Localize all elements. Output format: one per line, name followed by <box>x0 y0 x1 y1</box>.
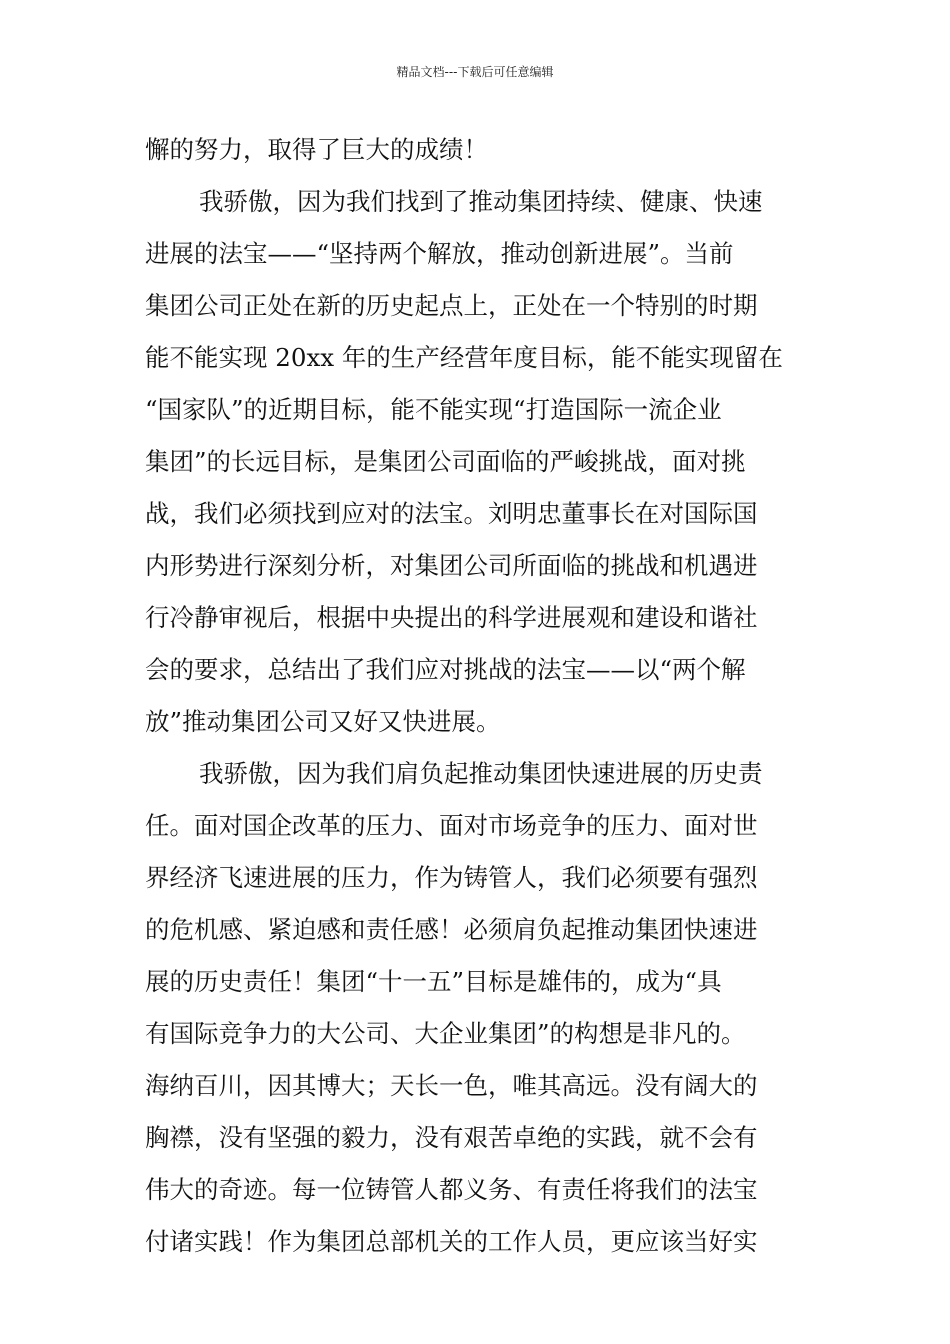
text-line: 我骄傲，因为我们找到了推动集团持续、健康、快速 <box>199 187 763 216</box>
text-line: 界经济飞速进展的压力，作为铸管人，我们必须要有强烈 <box>145 863 758 892</box>
text-line: 行冷静审视后，根据中央提出的科学进展观和建设和谐社 <box>145 603 758 632</box>
text-line: 进展的法宝——“坚持两个解放，推动创新进展”。当前 <box>145 239 734 268</box>
text-line: 任。面对国企改革的压力、面对市场竞争的压力、面对世 <box>145 811 758 840</box>
text-line: 我骄傲，因为我们肩负起推动集团快速进展的历史责 <box>199 759 763 788</box>
document-body <box>145 124 810 1268</box>
text-line: 有国际竞争力的大公司、大企业集团”的构想是非凡的。 <box>145 1019 746 1048</box>
text-line: 懈的努力，取得了巨大的成绩！ <box>145 135 488 164</box>
text-line: 会的要求，总结出了我们应对挑战的法宝——以“两个解 <box>145 655 746 684</box>
text-line: 展的历史责任！集团“十一五”目标是雄伟的，成为“具 <box>145 967 722 996</box>
text-line: 伟大的奇迹。每一位铸管人都义务、有责任将我们的法宝 <box>145 1175 758 1204</box>
text-line: 能不能实现 20xx 年的生产经营年度目标，能不能实现留在 <box>145 343 783 372</box>
text-line: 战，我们必须找到应对的法宝。刘明忠董事长在对国际国 <box>145 499 758 528</box>
page-header: 精品文档---下载后可任意编辑 <box>396 65 554 79</box>
text-line: 集团公司正处在新的历史起点上，正处在一个特别的时期 <box>145 291 758 320</box>
text-line: 放”推动集团公司又好又快进展。 <box>145 707 501 736</box>
text-line: 的危机感、紧迫感和责任感！必须肩负起推动集团快速进 <box>145 915 758 944</box>
text-line: 海纳百川，因其博大；天长一色，唯其高远。没有阔大的 <box>145 1071 758 1100</box>
text-line: 内形势进行深刻分析，对集团公司所面临的挑战和机遇进 <box>145 551 758 580</box>
text-line: 付诸实践！作为集团总部机关的工作人员，更应该当好实 <box>145 1227 758 1256</box>
text-line: 胸襟，没有坚强的毅力，没有艰苦卓绝的实践，就不会有 <box>145 1123 758 1152</box>
text-line: 集团”的长远目标，是集团公司面临的严峻挑战，面对挑 <box>145 447 746 476</box>
text-line: “国家队”的近期目标，能不能实现“打造国际一流企业 <box>145 395 722 424</box>
